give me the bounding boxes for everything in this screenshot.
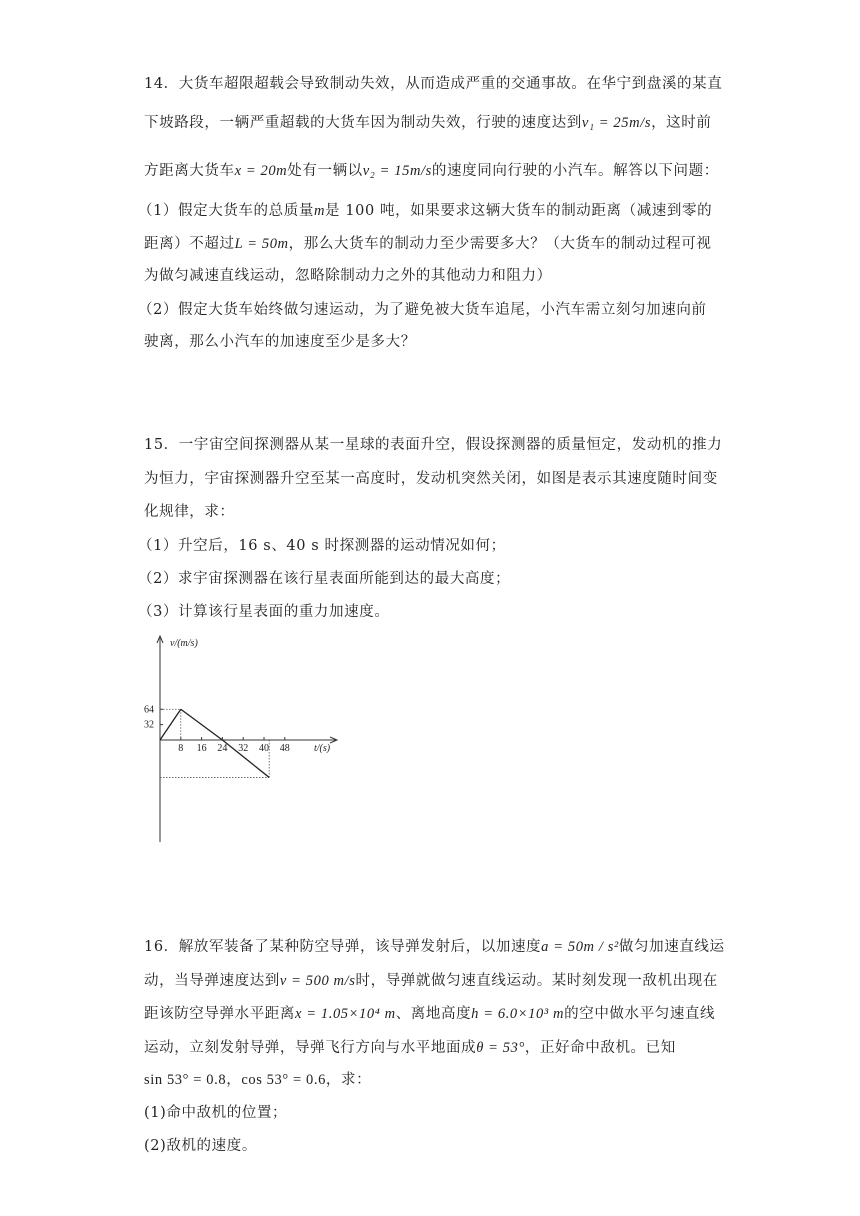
q14-p1-l2-tail: ，那么大货车的制动力至少需要多大？（大货车的制动过程可视 [288, 236, 712, 252]
q14-p1-l2-text: 距离）不超过 [144, 236, 235, 252]
q16-l2-text: 动，当导弹速度达到 [144, 973, 280, 989]
q14-l2-text: 下坡路段，一辆严重超载的大货车因为制动失效，行驶的速度达到 [144, 115, 582, 131]
q14-part1-line-1 [138, 199, 712, 220]
x-tick-label: 24 [217, 743, 228, 754]
q14-v2-formula: v₂ = 15m/s [362, 163, 432, 179]
q16-line-5 [144, 1068, 371, 1089]
q16-line-2 [144, 969, 718, 990]
q16-cos-formula: cos 53° = 0.6 [241, 1072, 326, 1088]
q16-l1-text: 16．解放军装备了某种防空导弹，该导弹发射后，以加速度 [144, 939, 542, 955]
q16-separator: ， [226, 1072, 242, 1088]
q16-line-1 [144, 935, 725, 956]
q14-part2-line-1: （2）假定大货车始终做匀速运动，为了避免被大货车追尾，小汽车需立刻匀加速向前 [138, 302, 707, 318]
q14-x-formula: x = 20m [234, 163, 288, 179]
x-tick-label: 48 [279, 743, 290, 754]
q16-l4-text: 运动，立刻发射导弹，导弹飞行方向与水平地面成 [144, 1040, 477, 1056]
y-tick-label: 64 [144, 704, 154, 716]
x-tick-label: 8 [178, 743, 184, 754]
q16-l1-tail: 做匀加速直线运 [618, 939, 725, 955]
velocity-segment [181, 709, 223, 740]
q16-part1: (1)命中敌机的位置； [144, 1105, 288, 1121]
velocity-time-graph [140, 632, 350, 852]
x-tick-label: 16 [196, 743, 207, 754]
q16-l3-mid: 、离地高度 [395, 1006, 472, 1022]
velocity-segment [160, 709, 181, 740]
q14-L-formula: L = 50m [234, 236, 289, 252]
q15-part1: （1）升空后，16 s、40 s 时探测器的运动情况如何； [138, 538, 506, 554]
q16-sin-formula: sin 53° = 0.8 [144, 1072, 227, 1088]
x-tick-label: 40 [259, 743, 269, 754]
q16-h-formula: h = 6.0×10³ m [471, 1006, 565, 1022]
q14-part1-line-2 [144, 232, 711, 253]
q16-a-formula: a = 50m / s² [541, 939, 619, 955]
q16-l3-tail: 的空中做水平匀速直线 [564, 1006, 716, 1022]
q16-theta-formula: θ = 53° [476, 1040, 525, 1056]
q16-v-formula: v = 500 m/s [279, 973, 356, 989]
q16-line-4 [144, 1036, 676, 1057]
y-axis-label: v/(m/s) [170, 638, 198, 649]
q16-l2-tail: 时，导弹就做匀速直线运动。某时刻发现一敌机出现在 [355, 973, 718, 989]
q14-line-2 [144, 111, 711, 132]
q16-line-3 [144, 1002, 715, 1023]
q14-m-symbol: m [313, 203, 326, 219]
q14-v1-formula: v₁ = 25m/s [581, 115, 652, 131]
q14-line-1: 14．大货车超限超载会导致制动失效，从而造成严重的交通事故。在华宁到盘溪的某直 [144, 76, 723, 92]
q16-x-formula: x = 1.05×10⁴ m [295, 1006, 396, 1022]
q16-l3-text: 距该防空导弹水平距离 [144, 1006, 295, 1022]
q15-line-3: 化规律，求： [144, 504, 235, 520]
q15-line-1: 15．一宇宙空间探测器从某一星球的表面升空，假设探测器的质量恒定，发动机的推力 [144, 437, 723, 453]
q14-l3-tail: 的速度同向行驶的小汽车。解答以下问题： [431, 163, 719, 179]
q14-l3-text: 方距离大货车 [144, 163, 235, 179]
q14-l3-mid: 处有一辆以 [287, 163, 363, 179]
q14-p1-text: （1）假定大货车的总质量 [138, 203, 314, 219]
x-tick-label: 32 [238, 743, 249, 754]
q15-part3: （3）计算该行星表面的重力加速度。 [138, 604, 390, 620]
q15-part2: （2）求宇宙探测器在该行星表面所能到达的最大高度； [138, 571, 511, 587]
q16-part2: (2)敌机的速度。 [144, 1138, 257, 1154]
q15-line-2: 为恒力，宇宙探测器升空至某一高度时，发动机突然关闭，如图是表示其速度随时间变 [144, 471, 718, 487]
y-tick-label: 32 [144, 719, 154, 731]
q14-part1-line-3: 为做匀减速直线运动，忽略除制动力之外的其他动力和阻力） [144, 268, 552, 284]
q14-p1-tail: 是 100 吨，如果要求这辆大货车的制动距离（减速到零的 [325, 203, 713, 219]
q14-part2-line-2: 驶离，那么小汽车的加速度至少是多大？ [144, 334, 416, 350]
q14-line-3 [144, 159, 719, 180]
q16-l5-tail: ，求： [325, 1072, 372, 1088]
q16-l4-tail: ，正好命中敌机。已知 [524, 1040, 676, 1056]
x-axis-label: t/(s) [314, 743, 331, 754]
q14-l2-tail: ，这时前 [651, 115, 712, 131]
